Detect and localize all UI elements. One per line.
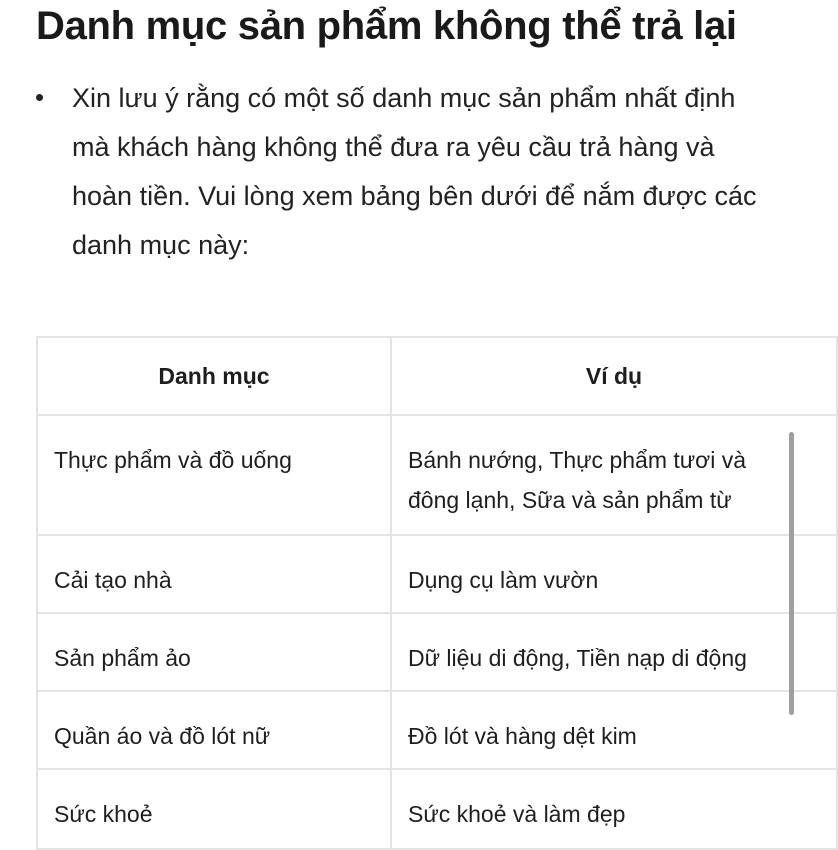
cell-example xyxy=(391,613,837,691)
table-row xyxy=(37,613,837,691)
cell-example-text: Bánh nướng, Thực phẩm tươi và xyxy=(408,447,747,473)
cell-category xyxy=(37,769,391,849)
vertical-scrollbar[interactable] xyxy=(789,432,794,715)
cell-category-text: Sản phẩm ảo xyxy=(54,645,191,671)
cell-category-text: Thực phẩm và đồ uống xyxy=(54,447,292,473)
cell-example xyxy=(391,415,837,535)
cell-example-text-line2: đông lạnh, Sữa và sản phẩm từ xyxy=(408,487,732,513)
table-row xyxy=(37,769,837,849)
cell-category xyxy=(37,613,391,691)
cell-example-text: Dữ liệu di động, Tiền nạp di động xyxy=(408,645,747,671)
cell-category xyxy=(37,415,391,535)
table-row xyxy=(37,535,837,613)
table-row xyxy=(37,691,837,769)
page-title: Danh mục sản phẩm không thể trả lại xyxy=(36,4,737,48)
cell-category xyxy=(37,535,391,613)
category-table-container[interactable] xyxy=(36,336,766,827)
table-header-row xyxy=(37,337,837,415)
cell-example xyxy=(391,535,837,613)
cell-example-text: Sức khoẻ và làm đẹp xyxy=(408,801,626,827)
cell-category-text: Quần áo và đồ lót nữ xyxy=(54,723,271,749)
cell-example-text: Đồ lót và hàng dệt kim xyxy=(408,723,637,749)
cell-category-text: Sức khoẻ xyxy=(54,801,153,827)
header-category: Danh mục xyxy=(37,337,391,415)
cell-category-text: Cải tạo nhà xyxy=(54,567,172,593)
cell-example-text: Dụng cụ làm vườn xyxy=(408,567,599,593)
bullet-dot-icon xyxy=(36,94,43,101)
table-row xyxy=(37,415,837,535)
cell-example xyxy=(391,691,837,769)
note-text: Xin lưu ý rằng có một số danh mục sản phẩm nhất định mà khách hàng không thể đưa ra yêu cầu trả hàng và hoàn tiền. Vui lòng xem bảng bên dưới để nắm được các danh mục này: xyxy=(72,83,757,260)
cell-category xyxy=(37,691,391,769)
cell-example xyxy=(391,769,837,849)
header-example: Ví dụ xyxy=(391,337,837,415)
non-returnable-category-table xyxy=(36,336,838,850)
